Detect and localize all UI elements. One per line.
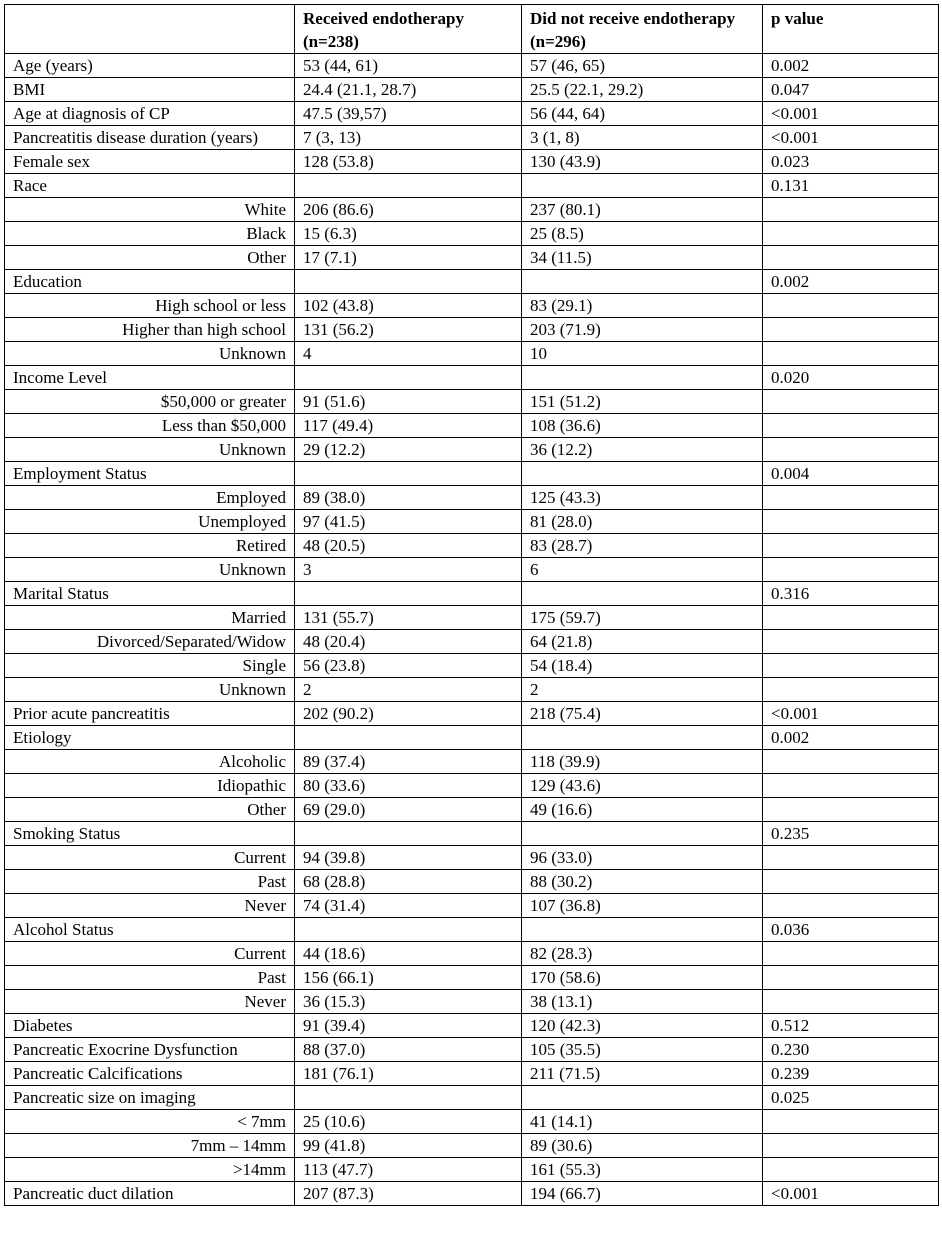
table-row (5, 198, 939, 222)
table-row (5, 774, 939, 798)
cell-no-endotherapy (522, 462, 763, 486)
row-label: White (5, 198, 295, 222)
row-label: Current (5, 846, 295, 870)
cell-p-value (763, 342, 939, 366)
cell-received-endotherapy: 99 (41.8) (295, 1134, 522, 1158)
cell-received-endotherapy: 128 (53.8) (295, 150, 522, 174)
row-label: Past (5, 966, 295, 990)
cell-received-endotherapy: 69 (29.0) (295, 798, 522, 822)
cell-p-value (763, 774, 939, 798)
row-label: Less than $50,000 (5, 414, 295, 438)
table-row (5, 366, 939, 390)
cell-received-endotherapy: 131 (56.2) (295, 318, 522, 342)
cell-no-endotherapy: 88 (30.2) (522, 870, 763, 894)
cell-received-endotherapy (295, 270, 522, 294)
table-row (5, 126, 939, 150)
table-row (5, 150, 939, 174)
cell-received-endotherapy: 36 (15.3) (295, 990, 522, 1014)
cell-no-endotherapy (522, 270, 763, 294)
cell-no-endotherapy: 96 (33.0) (522, 846, 763, 870)
cell-p-value (763, 198, 939, 222)
cell-received-endotherapy: 68 (28.8) (295, 870, 522, 894)
table-row (5, 486, 939, 510)
table-row (5, 822, 939, 846)
cell-no-endotherapy: 83 (28.7) (522, 534, 763, 558)
cell-received-endotherapy (295, 582, 522, 606)
row-label: Never (5, 894, 295, 918)
table-body (5, 54, 939, 1206)
cell-received-endotherapy: 88 (37.0) (295, 1038, 522, 1062)
table-row (5, 294, 939, 318)
table-row (5, 1038, 939, 1062)
cell-received-endotherapy: 3 (295, 558, 522, 582)
cell-received-endotherapy: 91 (51.6) (295, 390, 522, 414)
row-label: High school or less (5, 294, 295, 318)
cell-no-endotherapy (522, 366, 763, 390)
row-label: Unemployed (5, 510, 295, 534)
row-label: Age at diagnosis of CP (5, 102, 295, 126)
row-label: Other (5, 246, 295, 270)
cell-received-endotherapy: 89 (38.0) (295, 486, 522, 510)
cell-received-endotherapy: 56 (23.8) (295, 654, 522, 678)
cell-p-value: 0.036 (763, 918, 939, 942)
cell-received-endotherapy: 80 (33.6) (295, 774, 522, 798)
table-row (5, 630, 939, 654)
row-label: Black (5, 222, 295, 246)
cell-no-endotherapy: 175 (59.7) (522, 606, 763, 630)
header-p-value: p value (763, 5, 939, 54)
table-row (5, 174, 939, 198)
table-row (5, 270, 939, 294)
table-row (5, 1014, 939, 1038)
cell-no-endotherapy: 38 (13.1) (522, 990, 763, 1014)
cell-received-endotherapy: 2 (295, 678, 522, 702)
cell-no-endotherapy: 89 (30.6) (522, 1134, 763, 1158)
row-label: Pancreatic size on imaging (5, 1086, 295, 1110)
cell-no-endotherapy: 105 (35.5) (522, 1038, 763, 1062)
header-received-endotherapy: Received endotherapy (n=238) (295, 5, 522, 54)
cell-p-value (763, 318, 939, 342)
cell-no-endotherapy: 130 (43.9) (522, 150, 763, 174)
cell-received-endotherapy: 7 (3, 13) (295, 126, 522, 150)
cell-p-value: 0.002 (763, 54, 939, 78)
cell-p-value: 0.020 (763, 366, 939, 390)
cell-p-value: 0.004 (763, 462, 939, 486)
cell-no-endotherapy: 194 (66.7) (522, 1182, 763, 1206)
table-row (5, 942, 939, 966)
row-label: Etiology (5, 726, 295, 750)
cell-p-value (763, 414, 939, 438)
cell-received-endotherapy: 29 (12.2) (295, 438, 522, 462)
cell-received-endotherapy (295, 918, 522, 942)
table-row (5, 558, 939, 582)
cell-no-endotherapy (522, 1086, 763, 1110)
row-label: Female sex (5, 150, 295, 174)
cell-received-endotherapy: 74 (31.4) (295, 894, 522, 918)
table-row (5, 894, 939, 918)
cell-received-endotherapy: 44 (18.6) (295, 942, 522, 966)
cell-received-endotherapy: 206 (86.6) (295, 198, 522, 222)
cell-p-value: 0.047 (763, 78, 939, 102)
cell-received-endotherapy: 97 (41.5) (295, 510, 522, 534)
cell-p-value (763, 894, 939, 918)
cell-p-value: 0.512 (763, 1014, 939, 1038)
row-label: Smoking Status (5, 822, 295, 846)
cell-p-value: 0.235 (763, 822, 939, 846)
table-row (5, 870, 939, 894)
cell-no-endotherapy: 170 (58.6) (522, 966, 763, 990)
cell-no-endotherapy: 34 (11.5) (522, 246, 763, 270)
row-label: Education (5, 270, 295, 294)
row-label: Pancreatic duct dilation (5, 1182, 295, 1206)
table-row (5, 414, 939, 438)
cell-no-endotherapy: 120 (42.3) (522, 1014, 763, 1038)
table-row (5, 390, 939, 414)
cell-no-endotherapy (522, 822, 763, 846)
cell-no-endotherapy: 108 (36.6) (522, 414, 763, 438)
cell-p-value (763, 294, 939, 318)
table-row (5, 678, 939, 702)
cell-received-endotherapy: 48 (20.4) (295, 630, 522, 654)
cell-p-value: <0.001 (763, 702, 939, 726)
cell-no-endotherapy: 218 (75.4) (522, 702, 763, 726)
cell-p-value (763, 534, 939, 558)
cell-p-value (763, 1134, 939, 1158)
cell-no-endotherapy: 237 (80.1) (522, 198, 763, 222)
cell-p-value (763, 846, 939, 870)
cell-p-value (763, 798, 939, 822)
row-label: Unknown (5, 678, 295, 702)
cell-no-endotherapy: 151 (51.2) (522, 390, 763, 414)
row-label: Single (5, 654, 295, 678)
row-label: Unknown (5, 438, 295, 462)
row-label: Alcoholic (5, 750, 295, 774)
table-row (5, 318, 939, 342)
row-label: < 7mm (5, 1110, 295, 1134)
cell-p-value: 0.025 (763, 1086, 939, 1110)
table-row (5, 990, 939, 1014)
table-row (5, 438, 939, 462)
table-row (5, 102, 939, 126)
cell-no-endotherapy (522, 918, 763, 942)
cell-p-value: 0.002 (763, 270, 939, 294)
cell-no-endotherapy: 49 (16.6) (522, 798, 763, 822)
table-row (5, 918, 939, 942)
row-label: Age (years) (5, 54, 295, 78)
row-label: Married (5, 606, 295, 630)
cell-p-value (763, 678, 939, 702)
row-label: Marital Status (5, 582, 295, 606)
table-row (5, 534, 939, 558)
cell-received-endotherapy: 156 (66.1) (295, 966, 522, 990)
cell-received-endotherapy: 102 (43.8) (295, 294, 522, 318)
cell-p-value: 0.023 (763, 150, 939, 174)
table-row (5, 54, 939, 78)
table-row (5, 1158, 939, 1182)
cell-received-endotherapy: 24.4 (21.1, 28.7) (295, 78, 522, 102)
cell-no-endotherapy: 54 (18.4) (522, 654, 763, 678)
cell-p-value (763, 438, 939, 462)
cell-p-value (763, 630, 939, 654)
cell-no-endotherapy: 64 (21.8) (522, 630, 763, 654)
cell-p-value (763, 942, 939, 966)
cell-no-endotherapy: 56 (44, 64) (522, 102, 763, 126)
cell-no-endotherapy: 25.5 (22.1, 29.2) (522, 78, 763, 102)
row-label: Income Level (5, 366, 295, 390)
cell-no-endotherapy: 161 (55.3) (522, 1158, 763, 1182)
row-label: 7mm – 14mm (5, 1134, 295, 1158)
cell-p-value (763, 222, 939, 246)
cell-received-endotherapy: 25 (10.6) (295, 1110, 522, 1134)
cell-p-value (763, 990, 939, 1014)
table-row (5, 846, 939, 870)
table-row (5, 726, 939, 750)
row-label: Pancreatitis disease duration (years) (5, 126, 295, 150)
row-label: Never (5, 990, 295, 1014)
cell-p-value: 0.131 (763, 174, 939, 198)
cell-p-value: 0.316 (763, 582, 939, 606)
cell-received-endotherapy: 91 (39.4) (295, 1014, 522, 1038)
cell-received-endotherapy (295, 174, 522, 198)
row-label: $50,000 or greater (5, 390, 295, 414)
header-no-endotherapy: Did not receive endotherapy (n=296) (522, 5, 763, 54)
cell-received-endotherapy: 181 (76.1) (295, 1062, 522, 1086)
cell-p-value (763, 654, 939, 678)
row-label: BMI (5, 78, 295, 102)
table-row (5, 750, 939, 774)
table-row (5, 78, 939, 102)
cell-received-endotherapy (295, 462, 522, 486)
cell-p-value (763, 966, 939, 990)
row-label: Past (5, 870, 295, 894)
table-row (5, 1110, 939, 1134)
row-label: Pancreatic Calcifications (5, 1062, 295, 1086)
cell-received-endotherapy: 17 (7.1) (295, 246, 522, 270)
cell-no-endotherapy: 129 (43.6) (522, 774, 763, 798)
cell-no-endotherapy: 107 (36.8) (522, 894, 763, 918)
cell-received-endotherapy (295, 822, 522, 846)
table-row (5, 222, 939, 246)
cell-no-endotherapy (522, 726, 763, 750)
row-label: Prior acute pancreatitis (5, 702, 295, 726)
cell-no-endotherapy: 57 (46, 65) (522, 54, 763, 78)
table-row (5, 246, 939, 270)
row-label: Higher than high school (5, 318, 295, 342)
table-row (5, 654, 939, 678)
row-label: Divorced/Separated/Widow (5, 630, 295, 654)
row-label: Employed (5, 486, 295, 510)
cell-received-endotherapy: 4 (295, 342, 522, 366)
cell-received-endotherapy: 53 (44, 61) (295, 54, 522, 78)
row-label: Diabetes (5, 1014, 295, 1038)
table-row (5, 582, 939, 606)
cell-p-value (763, 750, 939, 774)
cell-p-value: 0.239 (763, 1062, 939, 1086)
cell-received-endotherapy: 15 (6.3) (295, 222, 522, 246)
cell-no-endotherapy: 211 (71.5) (522, 1062, 763, 1086)
cell-p-value: <0.001 (763, 126, 939, 150)
cell-p-value: 0.230 (763, 1038, 939, 1062)
row-label: >14mm (5, 1158, 295, 1182)
cell-p-value (763, 390, 939, 414)
cell-received-endotherapy: 47.5 (39,57) (295, 102, 522, 126)
table-row (5, 606, 939, 630)
cell-p-value: <0.001 (763, 102, 939, 126)
cell-no-endotherapy (522, 174, 763, 198)
cell-received-endotherapy: 113 (47.7) (295, 1158, 522, 1182)
cell-no-endotherapy: 25 (8.5) (522, 222, 763, 246)
demographics-table (4, 4, 939, 1206)
cell-p-value: 0.002 (763, 726, 939, 750)
table-row (5, 1062, 939, 1086)
cell-no-endotherapy: 203 (71.9) (522, 318, 763, 342)
cell-no-endotherapy: 41 (14.1) (522, 1110, 763, 1134)
cell-p-value (763, 558, 939, 582)
cell-p-value (763, 1110, 939, 1134)
cell-p-value (763, 486, 939, 510)
cell-no-endotherapy (522, 582, 763, 606)
cell-received-endotherapy: 117 (49.4) (295, 414, 522, 438)
cell-no-endotherapy: 82 (28.3) (522, 942, 763, 966)
table-header-row (5, 5, 939, 54)
cell-p-value (763, 246, 939, 270)
table-row (5, 342, 939, 366)
cell-received-endotherapy (295, 726, 522, 750)
cell-no-endotherapy: 36 (12.2) (522, 438, 763, 462)
row-label: Alcohol Status (5, 918, 295, 942)
cell-received-endotherapy: 89 (37.4) (295, 750, 522, 774)
row-label: Current (5, 942, 295, 966)
cell-received-endotherapy: 131 (55.7) (295, 606, 522, 630)
row-label: Unknown (5, 342, 295, 366)
row-label: Idiopathic (5, 774, 295, 798)
row-label: Employment Status (5, 462, 295, 486)
cell-p-value (763, 510, 939, 534)
cell-received-endotherapy (295, 366, 522, 390)
row-label: Pancreatic Exocrine Dysfunction (5, 1038, 295, 1062)
cell-p-value: <0.001 (763, 1182, 939, 1206)
table-row (5, 798, 939, 822)
table-row (5, 1182, 939, 1206)
cell-received-endotherapy: 207 (87.3) (295, 1182, 522, 1206)
row-label: Other (5, 798, 295, 822)
cell-no-endotherapy: 10 (522, 342, 763, 366)
row-label: Retired (5, 534, 295, 558)
cell-received-endotherapy: 202 (90.2) (295, 702, 522, 726)
table-row (5, 1086, 939, 1110)
cell-no-endotherapy: 6 (522, 558, 763, 582)
cell-received-endotherapy (295, 1086, 522, 1110)
table-row (5, 966, 939, 990)
table-row (5, 702, 939, 726)
cell-p-value (763, 606, 939, 630)
cell-no-endotherapy: 81 (28.0) (522, 510, 763, 534)
row-label: Race (5, 174, 295, 198)
cell-received-endotherapy: 94 (39.8) (295, 846, 522, 870)
cell-no-endotherapy: 2 (522, 678, 763, 702)
cell-no-endotherapy: 125 (43.3) (522, 486, 763, 510)
table-row (5, 462, 939, 486)
cell-received-endotherapy: 48 (20.5) (295, 534, 522, 558)
cell-no-endotherapy: 83 (29.1) (522, 294, 763, 318)
table-row (5, 1134, 939, 1158)
cell-no-endotherapy: 118 (39.9) (522, 750, 763, 774)
header-label-column (5, 5, 295, 54)
cell-p-value (763, 1158, 939, 1182)
row-label: Unknown (5, 558, 295, 582)
cell-no-endotherapy: 3 (1, 8) (522, 126, 763, 150)
cell-p-value (763, 870, 939, 894)
table-row (5, 510, 939, 534)
